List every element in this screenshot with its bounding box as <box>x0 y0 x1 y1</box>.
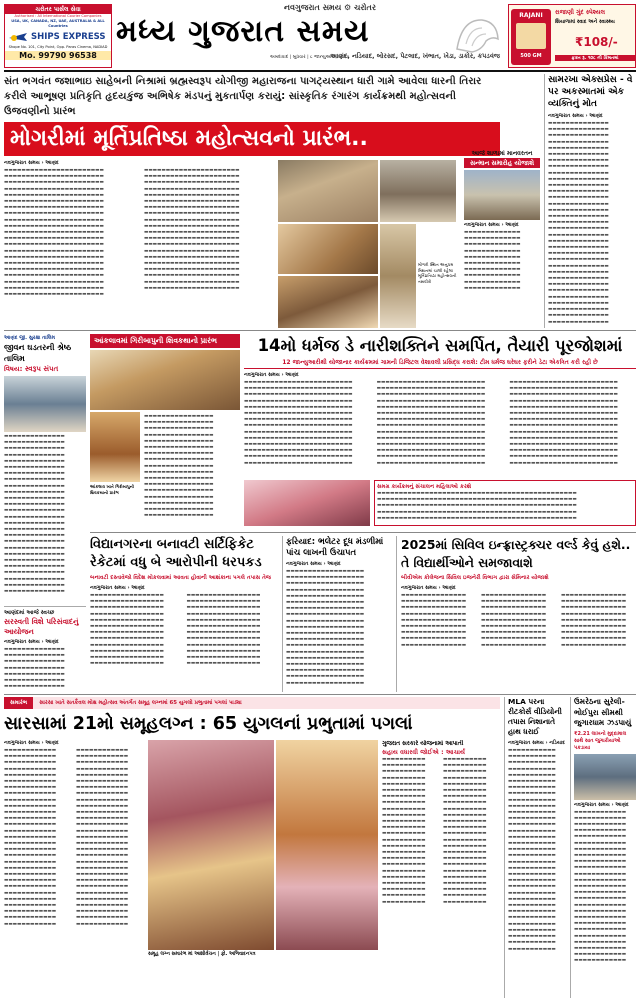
dharmaj-story <box>244 334 636 530</box>
right-ad-footer: ફક્ત રૂ. ૧૦૮ ની કિંમતમાં <box>555 55 635 61</box>
mla-byline: નવગુજરાત સમય › નડિયાદ <box>508 740 566 746</box>
girls-header: આણંદ જી. સુરક્ષા તાલિમ <box>4 335 56 341</box>
bhaletar-byline: નવગુજરાત સમય › આણંદ <box>286 561 341 567</box>
sarsa-sidebar <box>382 740 500 998</box>
sanman-title: સન્માન સમારોહ યોજાશે <box>464 158 540 168</box>
sarsa-side-head: ગુજરાત સરકારે યોજનામાં આપાતી <box>382 741 464 747</box>
lead-photo-idol <box>380 224 416 328</box>
left-ad <box>4 4 112 68</box>
sanman-body: ▬▬▬▬▬▬▬▬▬▬▬▬▬ ▬▬▬▬▬▬▬▬▬▬▬▬▬ ▬▬▬▬▬▬▬▬▬▬▬▬▬ ▬▬▬▬▬▬▬▬▬▬▬▬▬ ▬▬▬▬▬▬▬▬▬▬▬▬▬ ▬▬▬▬▬▬▬▬▬▬▬▬▬ ▬▬▬▬▬▬▬▬▬▬▬▬▬ ▬▬▬▬▬▬▬▬▬▬▬▬▬ ▬▬▬▬▬▬▬▬▬▬▬▬▬ ▬▬▬▬▬▬▬▬▬▬▬▬▬ <box>464 230 521 291</box>
sarsa-photo-couples <box>276 740 378 950</box>
lead-byline: નવગુજરાત સમય › આણંદ <box>4 160 59 166</box>
ankolav-body: ▬▬▬▬▬▬▬▬▬▬▬▬▬▬▬▬ ▬▬▬▬▬▬▬▬▬▬▬▬▬▬▬▬ ▬▬▬▬▬▬▬▬▬▬▬▬▬▬▬▬ ▬▬▬▬▬▬▬▬▬▬▬▬▬▬▬▬ ▬▬▬▬▬▬▬▬▬▬▬▬▬▬▬▬ ▬▬▬▬▬▬▬▬▬▬▬▬▬▬▬▬ ▬▬▬▬▬▬▬▬▬▬▬▬▬▬▬▬ ▬▬▬▬▬▬▬▬▬▬▬▬▬▬▬▬ ▬▬▬▬▬▬▬▬▬▬▬▬▬▬▬▬ ▬▬▬▬▬▬▬▬▬▬▬▬▬▬▬▬ ▬▬▬▬▬▬▬▬▬▬▬▬▬▬▬▬ ▬▬▬▬▬▬▬▬▬▬▬▬▬▬▬▬ ▬▬▬▬▬▬▬▬▬▬▬▬▬▬▬▬ ▬▬▬▬▬▬▬▬▬▬▬▬▬▬▬▬ ▬▬▬▬▬▬▬▬▬▬▬▬▬▬▬▬ ▬▬▬▬▬▬▬▬▬▬▬▬▬▬▬▬ ▬▬▬▬▬▬▬▬▬▬▬▬▬▬▬▬ <box>144 414 214 519</box>
right-ad-price: ₹108/- <box>575 35 618 49</box>
sarsa-ribbon-text: સારસા ખાતે સતકૈવલ મોક્ષ મહોત્સવ અંતર્ગત સમૂહ લગ્નમાં 65 યુગલો પ્રભુતામાં પગલાં પાડ્યા <box>39 699 242 706</box>
right-ad-line1: રાજાણી ગુંદ સ્પેશ્યલ <box>555 9 606 16</box>
sanman-byline: નવગુજરાત સમય › આણંદ <box>464 222 519 228</box>
masthead-rule <box>4 70 636 72</box>
asmita-story <box>4 606 86 692</box>
lead-photo-crowd <box>380 160 456 222</box>
accident-body: ▬▬▬▬▬▬▬▬▬▬▬▬▬▬ ▬▬▬▬▬▬▬▬▬▬▬▬▬▬ ▬▬▬▬▬▬▬▬▬▬▬▬▬▬ ▬▬▬▬▬▬▬▬▬▬▬▬▬▬ ▬▬▬▬▬▬▬▬▬▬▬▬▬▬ ▬▬▬▬▬▬▬▬▬▬▬▬▬▬ ▬▬▬▬▬▬▬▬▬▬▬▬▬▬ ▬▬▬▬▬▬▬▬▬▬▬▬▬▬ ▬▬▬▬▬▬▬▬▬▬▬▬▬▬ ▬▬▬▬▬▬▬▬▬▬▬▬▬▬ ▬▬▬▬▬▬▬▬▬▬▬▬▬▬ ▬▬▬▬▬▬▬▬▬▬▬▬▬▬ ▬▬▬▬▬▬▬▬▬▬▬▬▬▬ ▬▬▬▬▬▬▬▬▬▬▬▬▬▬ ▬▬▬▬▬▬▬▬▬▬▬▬▬▬ ▬▬▬▬▬▬▬▬▬▬▬▬▬▬ ▬▬▬▬▬▬▬▬▬▬▬▬▬▬ ▬▬▬▬▬▬▬▬▬▬▬▬▬▬ ▬▬▬▬▬▬▬▬▬▬▬▬▬▬ ▬▬▬▬▬▬▬▬▬▬▬▬▬▬ ▬▬▬▬▬▬▬▬▬▬▬▬▬▬ ▬▬▬▬▬▬▬▬▬▬▬▬▬▬ ▬▬▬▬▬▬▬▬▬▬▬▬▬▬ ▬▬▬▬▬▬▬▬▬▬▬▬▬▬ ▬▬▬▬▬▬▬▬▬▬▬▬▬▬ ▬▬▬▬▬▬▬▬▬▬▬▬▬▬ ▬▬▬▬▬▬▬▬▬▬▬▬▬▬ ▬▬▬▬▬▬▬▬▬▬▬▬▬▬ ▬▬▬▬▬▬▬▬▬▬▬▬▬▬ ▬▬▬▬▬▬▬▬▬▬▬▬▬▬ ▬▬▬▬▬▬▬▬▬▬▬▬▬▬ ▬▬▬▬▬▬▬▬▬▬▬▬▬▬ ▬▬▬▬▬▬▬▬▬▬▬▬▬▬ <box>548 121 609 325</box>
rule-3 <box>4 694 636 695</box>
girls-body: ▬▬▬▬▬▬▬▬▬▬▬▬▬▬ ▬▬▬▬▬▬▬▬▬▬▬▬▬▬ ▬▬▬▬▬▬▬▬▬▬▬▬▬▬ ▬▬▬▬▬▬▬▬▬▬▬▬▬▬ ▬▬▬▬▬▬▬▬▬▬▬▬▬▬ ▬▬▬▬▬▬▬▬▬▬▬▬▬▬ ▬▬▬▬▬▬▬▬▬▬▬▬▬▬ ▬▬▬▬▬▬▬▬▬▬▬▬▬▬ ▬▬▬▬▬▬▬▬▬▬▬▬▬▬ ▬▬▬▬▬▬▬▬▬▬▬▬▬▬ ▬▬▬▬▬▬▬▬▬▬▬▬▬▬ ▬▬▬▬▬▬▬▬▬▬▬▬▬▬ ▬▬▬▬▬▬▬▬▬▬▬▬▬▬ ▬▬▬▬▬▬▬▬▬▬▬▬▬▬ ▬▬▬▬▬▬▬▬▬▬▬▬▬▬ ▬▬▬▬▬▬▬▬▬▬▬▬▬▬ ▬▬▬▬▬▬▬▬▬▬▬▬▬▬ ▬▬▬▬▬▬▬▬▬▬▬▬▬▬ ▬▬▬▬▬▬▬▬▬▬▬▬▬▬ ▬▬▬▬▬▬▬▬▬▬▬▬▬▬ ▬▬▬▬▬▬▬▬▬▬▬▬▬▬ ▬▬▬▬▬▬▬▬▬▬▬▬▬▬ ▬▬▬▬▬▬▬▬▬▬▬▬▬▬ ▬▬▬▬▬▬▬▬▬▬▬▬▬▬ ▬▬▬▬▬▬▬▬▬▬▬▬▬▬ ▬▬▬▬▬▬▬▬▬▬▬▬▬▬ <box>4 434 65 595</box>
bhaletar-body: ▬▬▬▬▬▬▬▬▬▬▬▬▬▬▬▬▬▬ ▬▬▬▬▬▬▬▬▬▬▬▬▬▬▬▬▬▬ ▬▬▬▬▬▬▬▬▬▬▬▬▬▬▬▬▬▬ ▬▬▬▬▬▬▬▬▬▬▬▬▬▬▬▬▬▬ ▬▬▬▬▬▬▬▬▬▬▬▬▬▬▬▬▬▬ ▬▬▬▬▬▬▬▬▬▬▬▬▬▬▬▬▬▬ ▬▬▬▬▬▬▬▬▬▬▬▬▬▬▬▬▬▬ ▬▬▬▬▬▬▬▬▬▬▬▬▬▬▬▬▬▬ ▬▬▬▬▬▬▬▬▬▬▬▬▬▬▬▬▬▬ ▬▬▬▬▬▬▬▬▬▬▬▬▬▬▬▬▬▬ ▬▬▬▬▬▬▬▬▬▬▬▬▬▬▬▬▬▬ ▬▬▬▬▬▬▬▬▬▬▬▬▬▬▬▬▬▬ ▬▬▬▬▬▬▬▬▬▬▬▬▬▬▬▬▬▬ ▬▬▬▬▬▬▬▬▬▬▬▬▬▬▬▬▬▬ ▬▬▬▬▬▬▬▬▬▬▬▬▬▬▬▬▬▬ ▬▬▬▬▬▬▬▬▬▬▬▬▬▬▬▬▬▬ ▬▬▬▬▬▬▬▬▬▬▬▬▬▬▬▬▬▬ ▬▬▬▬▬▬▬▬▬▬▬▬▬▬▬▬▬▬ ▬▬▬▬▬▬▬▬▬▬▬▬▬▬▬▬▬▬ <box>286 569 365 686</box>
left-ad-sub: Authorised : All International Courier Companies <box>14 14 102 18</box>
vvnagar-story <box>90 536 278 692</box>
dharmaj-box-body: ▬▬▬▬▬▬▬▬▬▬▬▬▬▬▬▬▬▬▬▬▬▬▬▬▬▬▬▬▬▬▬▬▬▬▬▬▬▬▬▬▬▬▬▬▬▬ ▬▬▬▬▬▬▬▬▬▬▬▬▬▬▬▬▬▬▬▬▬▬▬▬▬▬▬▬▬▬▬▬▬▬▬▬▬▬▬▬▬▬▬▬▬▬ ▬▬▬▬▬▬▬▬▬▬▬▬▬▬▬▬▬▬▬▬▬▬▬▬▬▬▬▬▬▬▬▬▬▬▬▬▬▬▬▬▬▬▬▬▬▬ ▬▬▬▬▬▬▬▬▬▬▬▬▬▬▬▬▬▬▬▬▬▬▬▬▬▬▬▬▬▬▬▬▬▬▬▬▬▬▬▬▬▬▬▬▬▬ ▬▬▬▬▬▬▬▬▬▬▬▬▬▬▬▬▬▬▬▬▬▬▬▬▬▬▬▬▬▬▬▬▬▬▬▬▬▬▬▬▬▬▬▬▬▬ <box>377 491 577 521</box>
accident-headline: સામરખા એક્સપ્રેસ - વે પર અકસ્માતમાં એક વ્યક્તિનું મોત <box>548 75 633 109</box>
right-ad-brand: RAJANI <box>519 12 543 19</box>
dharmaj-box <box>374 480 636 526</box>
lead-photo-caption: મોગરી સ્થિત અનુપમ મિશનમાં ચાલી રહેલા મૂર્તિપ્રતિષ્ઠા મહોત્સવની તસવીરો <box>418 262 457 284</box>
dharmaj-subhead: 12 જાન્યુઆરીથી યોજાનાર કાર્યક્રમમાં ગામની ડિજિટલ વેશાવલી પ્રસિદ્ધ કરાશે: ટીમ ધર્મજ ઘરેઘર ફરીને ડેટા એકત્રિત કરી રહી છે <box>244 358 636 369</box>
lion-logo-icon <box>452 14 502 54</box>
vvnagar-body: ▬▬▬▬▬▬▬▬▬▬▬▬▬▬▬▬▬ ▬▬▬▬▬▬▬▬▬▬▬▬▬▬▬▬▬ ▬▬▬▬▬▬▬▬▬▬▬▬▬▬▬▬▬ ▬▬▬▬▬▬▬▬▬▬▬▬▬▬▬▬▬ ▬▬▬▬▬▬▬▬▬▬▬▬▬▬▬▬▬ ▬▬▬▬▬▬▬▬▬▬▬▬▬▬▬▬▬ ▬▬▬▬▬▬▬▬▬▬▬▬▬▬▬▬▬ ▬▬▬▬▬▬▬▬▬▬▬▬▬▬▬▬▬ ▬▬▬▬▬▬▬▬▬▬▬▬▬▬▬▬▬ ▬▬▬▬▬▬▬▬▬▬▬▬▬▬▬▬▬ ▬▬▬▬▬▬▬▬▬▬▬▬▬▬▬▬▬ ▬▬▬▬▬▬▬▬▬▬▬▬▬▬▬▬▬ ▬▬▬▬▬▬▬▬▬▬▬▬▬▬▬▬▬ ▬▬▬▬▬▬▬▬▬▬▬▬▬▬▬▬▬ ▬▬▬▬▬▬▬▬▬▬▬▬▬▬▬▬▬ ▬▬▬▬▬▬▬▬▬▬▬▬▬▬▬▬▬ ▬▬▬▬▬▬▬▬▬▬▬▬▬▬▬▬▬ ▬▬▬▬▬▬▬▬▬▬▬▬▬▬▬▬▬ ▬▬▬▬▬▬▬▬▬▬▬▬▬▬▬▬▬ ▬▬▬▬▬▬▬▬▬▬▬▬▬▬▬▬▬ ▬▬▬▬▬▬▬▬▬▬▬▬▬▬▬▬▬ ▬▬▬▬▬▬▬▬▬▬▬▬▬▬▬▬▬ ▬▬▬▬▬▬▬▬▬▬▬▬▬▬▬▬▬ ▬▬▬▬▬▬▬▬▬▬▬▬▬▬▬▬▬ <box>90 593 261 667</box>
dharmaj-box-title: સમગ્ર કાર્યક્રમનું સંચાલન મહિલાઓ કરશે <box>377 484 472 490</box>
umreth-headline: ઉમરેઠના સુરેલી-ભોઈપુરા સીમથી જુગારધામ ઝડપાયું <box>574 697 632 727</box>
asmita-body: ▬▬▬▬▬▬▬▬▬▬▬▬▬▬ ▬▬▬▬▬▬▬▬▬▬▬▬▬▬ ▬▬▬▬▬▬▬▬▬▬▬▬▬▬ ▬▬▬▬▬▬▬▬▬▬▬▬▬▬ ▬▬▬▬▬▬▬▬▬▬▬▬▬▬ ▬▬▬▬▬▬▬▬▬▬▬▬▬▬ ▬▬▬▬▬▬▬▬▬▬▬▬▬▬ <box>4 647 65 690</box>
civil-headline: 2025માં સિવિલ ઇન્ફ્રાસ્ટ્રક્ચર વર્લ્ડ કેવું હશે.. તે વિદ્યાર્થીઓને સમજાવાશે <box>401 537 631 570</box>
bhaletar-headline: ફરિયાદ: ભલેટર દૂધ મંડળીમાં પાંચ લાખની ઉચાપત <box>286 536 384 557</box>
lead-body-1: ▬▬▬▬▬▬▬▬▬▬▬▬▬▬▬▬▬▬▬▬▬▬▬ ▬▬▬▬▬▬▬▬▬▬▬▬▬▬▬▬▬▬▬▬▬▬▬ ▬▬▬▬▬▬▬▬▬▬▬▬▬▬▬▬▬▬▬▬▬▬▬ ▬▬▬▬▬▬▬▬▬▬▬▬▬▬▬▬▬▬▬▬▬▬▬ ▬▬▬▬▬▬▬▬▬▬▬▬▬▬▬▬▬▬▬▬▬▬▬ ▬▬▬▬▬▬▬▬▬▬▬▬▬▬▬▬▬▬▬▬▬▬▬ ▬▬▬▬▬▬▬▬▬▬▬▬▬▬▬▬▬▬▬▬▬▬▬ ▬▬▬▬▬▬▬▬▬▬▬▬▬▬▬▬▬▬▬▬▬▬▬ ▬▬▬▬▬▬▬▬▬▬▬▬▬▬▬▬▬▬▬▬▬▬▬ ▬▬▬▬▬▬▬▬▬▬▬▬▬▬▬▬▬▬▬▬▬▬▬ ▬▬▬▬▬▬▬▬▬▬▬▬▬▬▬▬▬▬▬▬▬▬▬ ▬▬▬▬▬▬▬▬▬▬▬▬▬▬▬▬▬▬▬▬▬▬▬ ▬▬▬▬▬▬▬▬▬▬▬▬▬▬▬▬▬▬▬▬▬▬▬ ▬▬▬▬▬▬▬▬▬▬▬▬▬▬▬▬▬▬▬▬▬▬▬ ▬▬▬▬▬▬▬▬▬▬▬▬▬▬▬▬▬▬▬▬▬▬▬ ▬▬▬▬▬▬▬▬▬▬▬▬▬▬▬▬▬▬▬▬▬▬▬ ▬▬▬▬▬▬▬▬▬▬▬▬▬▬▬▬▬▬▬▬▬▬▬ ▬▬▬▬▬▬▬▬▬▬▬▬▬▬▬▬▬▬▬▬▬▬▬ ▬▬▬▬▬▬▬▬▬▬▬▬▬▬▬▬▬▬▬▬▬▬▬ ▬▬▬▬▬▬▬▬▬▬▬▬▬▬▬▬▬▬▬▬▬▬▬ ▬▬▬▬▬▬▬▬▬▬▬▬▬▬▬▬▬▬▬▬▬▬▬ <box>4 168 104 298</box>
rule-2 <box>90 532 636 533</box>
sarsa-headline: સારસામાં 21મો સમૂહલગ્ન : 65 યુગલનાં પ્રભુતામાં પગલાં <box>4 714 413 734</box>
lead-body-2: ▬▬▬▬▬▬▬▬▬▬▬▬▬▬▬▬▬▬▬▬▬▬ ▬▬▬▬▬▬▬▬▬▬▬▬▬▬▬▬▬▬▬▬▬▬ ▬▬▬▬▬▬▬▬▬▬▬▬▬▬▬▬▬▬▬▬▬▬ ▬▬▬▬▬▬▬▬▬▬▬▬▬▬▬▬▬▬▬▬▬▬ ▬▬▬▬▬▬▬▬▬▬▬▬▬▬▬▬▬▬▬▬▬▬ ▬▬▬▬▬▬▬▬▬▬▬▬▬▬▬▬▬▬▬▬▬▬ ▬▬▬▬▬▬▬▬▬▬▬▬▬▬▬▬▬▬▬▬▬▬ ▬▬▬▬▬▬▬▬▬▬▬▬▬▬▬▬▬▬▬▬▬▬ ▬▬▬▬▬▬▬▬▬▬▬▬▬▬▬▬▬▬▬▬▬▬ ▬▬▬▬▬▬▬▬▬▬▬▬▬▬▬▬▬▬▬▬▬▬ ▬▬▬▬▬▬▬▬▬▬▬▬▬▬▬▬▬▬▬▬▬▬ ▬▬▬▬▬▬▬▬▬▬▬▬▬▬▬▬▬▬▬▬▬▬ ▬▬▬▬▬▬▬▬▬▬▬▬▬▬▬▬▬▬▬▬▬▬ ▬▬▬▬▬▬▬▬▬▬▬▬▬▬▬▬▬▬▬▬▬▬ ▬▬▬▬▬▬▬▬▬▬▬▬▬▬▬▬▬▬▬▬▬▬ ▬▬▬▬▬▬▬▬▬▬▬▬▬▬▬▬▬▬▬▬▬▬ ▬▬▬▬▬▬▬▬▬▬▬▬▬▬▬▬▬▬▬▬▬▬ ▬▬▬▬▬▬▬▬▬▬▬▬▬▬▬▬▬▬▬▬▬▬ ▬▬▬▬▬▬▬▬▬▬▬▬▬▬▬▬▬▬▬▬▬▬ ▬▬▬▬▬▬▬▬▬▬▬▬▬▬▬▬▬▬▬▬▬▬ <box>144 168 240 291</box>
right-ad-weight: 500 GM <box>520 53 542 59</box>
sarsa-byline: નવગુજરાત સમય › આણંદ <box>4 740 59 746</box>
lead-photo-stage <box>278 224 378 274</box>
sanman-kicker: આજે શાળામાં માનવરતન <box>471 150 533 157</box>
lead-column-2 <box>144 168 272 328</box>
right-ad <box>508 4 636 68</box>
asmita-title: સરસ્વતી વિશે પરિસંવાદનું આયોજન <box>4 617 79 636</box>
ankolav-caption: આંકલાવ ખાતે ગિરીબાપુની શિવકથાનો પ્રારંભ <box>90 484 135 495</box>
vvnagar-byline: નવગુજરાત સમય › આણંદ <box>90 585 145 591</box>
vvnagar-subhead: બનાવટી દસ્તાવેજો વિદેશ મોકલવામાં આવતા હોવાની આશંકાના પગલે તપાસ તેજ <box>90 575 272 581</box>
dharmaj-headline: 14મો ધર્મજ ડે નારીશક્તિને સમર્પિત, તૈયારી પૂરજોશમાં <box>257 336 623 355</box>
left-ad-address: Shope No. 101, City Point, Opp. Paras Cinema, NADIAD <box>8 45 108 49</box>
lead-column-1 <box>4 160 140 328</box>
accident-byline: નવગુજરાત સમય › આણંદ <box>548 113 603 119</box>
ankolav-headline: આંકલાવમાં ગિરીબાપુની શિવકથાનો પ્રારંભ <box>90 334 240 348</box>
bhaletar-story <box>282 536 392 692</box>
asmita-kicker: આણંદમાં આજે સ્વચ્છ <box>4 610 55 616</box>
umreth-photo <box>574 754 636 800</box>
lead-photo-dance <box>278 276 378 328</box>
civil-byline: નવગુજરાત સમય › આણંદ <box>401 585 456 591</box>
sarsa-ribbon-label: સમારંભ <box>4 697 33 709</box>
lead-photo-main <box>278 160 378 222</box>
mla-body: ▬▬▬▬▬▬▬▬▬▬▬ ▬▬▬▬▬▬▬▬▬▬▬ ▬▬▬▬▬▬▬▬▬▬▬ ▬▬▬▬▬▬▬▬▬▬▬ ▬▬▬▬▬▬▬▬▬▬▬ ▬▬▬▬▬▬▬▬▬▬▬ ▬▬▬▬▬▬▬▬▬▬▬ ▬▬▬▬▬▬▬▬▬▬▬ ▬▬▬▬▬▬▬▬▬▬▬ ▬▬▬▬▬▬▬▬▬▬▬ ▬▬▬▬▬▬▬▬▬▬▬ ▬▬▬▬▬▬▬▬▬▬▬ ▬▬▬▬▬▬▬▬▬▬▬ ▬▬▬▬▬▬▬▬▬▬▬ ▬▬▬▬▬▬▬▬▬▬▬ ▬▬▬▬▬▬▬▬▬▬▬ ▬▬▬▬▬▬▬▬▬▬▬ ▬▬▬▬▬▬▬▬▬▬▬ ▬▬▬▬▬▬▬▬▬▬▬ ▬▬▬▬▬▬▬▬▬▬▬ ▬▬▬▬▬▬▬▬▬▬▬ ▬▬▬▬▬▬▬▬▬▬▬ ▬▬▬▬▬▬▬▬▬▬▬ ▬▬▬▬▬▬▬▬▬▬▬ ▬▬▬▬▬▬▬▬▬▬▬ ▬▬▬▬▬▬▬▬▬▬▬ ▬▬▬▬▬▬▬▬▬▬▬ ▬▬▬▬▬▬▬▬▬▬▬ ▬▬▬▬▬▬▬▬▬▬▬ ▬▬▬▬▬▬▬▬▬▬▬ ▬▬▬▬▬▬▬▬▬▬▬ ▬▬▬▬▬▬▬▬▬▬▬ ▬▬▬▬▬▬▬▬▬▬▬ <box>508 748 556 952</box>
lead-headline <box>4 122 500 156</box>
girls-sub: વિષય: સ્વરૂપ સંપત <box>4 365 59 373</box>
sarsa-photo-caption: સમૂહ લગ્ન સમારંભ માં આશીર્વચન | ફો. અભિવાદનપત્ર <box>148 952 256 957</box>
right-ad-line2: શિયાળામાં સ્વાદ અને સ્વાસ્થ્ય <box>555 19 615 25</box>
sarsa-side-sub: સહાય વધારવી જોઈએ : આચાર્ય <box>382 749 466 756</box>
civil-body: ▬▬▬▬▬▬▬▬▬▬▬▬▬▬▬ ▬▬▬▬▬▬▬▬▬▬▬▬▬▬▬ ▬▬▬▬▬▬▬▬▬▬▬▬▬▬▬ ▬▬▬▬▬▬▬▬▬▬▬▬▬▬▬ ▬▬▬▬▬▬▬▬▬▬▬▬▬▬▬ ▬▬▬▬▬▬▬▬▬▬▬▬▬▬▬ ▬▬▬▬▬▬▬▬▬▬▬▬▬▬▬ ▬▬▬▬▬▬▬▬▬▬▬▬▬▬▬ ▬▬▬▬▬▬▬▬▬▬▬▬▬▬▬ ▬▬▬▬▬▬▬▬▬▬▬▬▬▬▬ ▬▬▬▬▬▬▬▬▬▬▬▬▬▬▬ ▬▬▬▬▬▬▬▬▬▬▬▬▬▬▬ ▬▬▬▬▬▬▬▬▬▬▬▬▬▬▬ ▬▬▬▬▬▬▬▬▬▬▬▬▬▬▬ ▬▬▬▬▬▬▬▬▬▬▬▬▬▬▬ ▬▬▬▬▬▬▬▬▬▬▬▬▬▬▬ ▬▬▬▬▬▬▬▬▬▬▬▬▬▬▬ ▬▬▬▬▬▬▬▬▬▬▬▬▬▬▬ ▬▬▬▬▬▬▬▬▬▬▬▬▬▬▬ ▬▬▬▬▬▬▬▬▬▬▬▬▬▬▬ ▬▬▬▬▬▬▬▬▬▬▬▬▬▬▬ ▬▬▬▬▬▬▬▬▬▬▬▬▬▬▬ ▬▬▬▬▬▬▬▬▬▬▬▬▬▬▬ ▬▬▬▬▬▬▬▬▬▬▬▬▬▬▬ ▬▬▬▬▬▬▬▬▬▬▬▬▬▬▬ ▬▬▬▬▬▬▬▬▬▬▬▬▬▬▬ ▬▬▬▬▬▬▬▬▬▬▬▬▬▬▬ <box>401 593 627 648</box>
umreth-body: ▬▬▬▬▬▬▬▬▬▬▬▬ ▬▬▬▬▬▬▬▬▬▬▬▬ ▬▬▬▬▬▬▬▬▬▬▬▬ ▬▬▬▬▬▬▬▬▬▬▬▬ ▬▬▬▬▬▬▬▬▬▬▬▬ ▬▬▬▬▬▬▬▬▬▬▬▬ ▬▬▬▬▬▬▬▬▬▬▬▬ ▬▬▬▬▬▬▬▬▬▬▬▬ ▬▬▬▬▬▬▬▬▬▬▬▬ ▬▬▬▬▬▬▬▬▬▬▬▬ ▬▬▬▬▬▬▬▬▬▬▬▬ ▬▬▬▬▬▬▬▬▬▬▬▬ ▬▬▬▬▬▬▬▬▬▬▬▬ ▬▬▬▬▬▬▬▬▬▬▬▬ ▬▬▬▬▬▬▬▬▬▬▬▬ ▬▬▬▬▬▬▬▬▬▬▬▬ ▬▬▬▬▬▬▬▬▬▬▬▬ ▬▬▬▬▬▬▬▬▬▬▬▬ ▬▬▬▬▬▬▬▬▬▬▬▬ ▬▬▬▬▬▬▬▬▬▬▬▬ ▬▬▬▬▬▬▬▬▬▬▬▬ ▬▬▬▬▬▬▬▬▬▬▬▬ ▬▬▬▬▬▬▬▬▬▬▬▬ ▬▬▬▬▬▬▬▬▬▬▬▬ ▬▬▬▬▬▬▬▬▬▬▬▬ <box>574 809 627 964</box>
lead-headline-text: મોગરીમાં મૂર્તિપ્રતિષ્ઠા મહોત્સવનો પ્રારંભ.. <box>10 126 368 151</box>
masthead-title: મધ્ય ગુજરાત સમય <box>116 14 370 49</box>
sarsa-side-body: ▬▬▬▬▬▬▬▬▬▬ ▬▬▬▬▬▬▬▬▬▬ ▬▬▬▬▬▬▬▬▬▬ ▬▬▬▬▬▬▬▬▬▬ ▬▬▬▬▬▬▬▬▬▬ ▬▬▬▬▬▬▬▬▬▬ ▬▬▬▬▬▬▬▬▬▬ ▬▬▬▬▬▬▬▬▬▬ ▬▬▬▬▬▬▬▬▬▬ ▬▬▬▬▬▬▬▬▬▬ ▬▬▬▬▬▬▬▬▬▬ ▬▬▬▬▬▬▬▬▬▬ ▬▬▬▬▬▬▬▬▬▬ ▬▬▬▬▬▬▬▬▬▬ ▬▬▬▬▬▬▬▬▬▬ ▬▬▬▬▬▬▬▬▬▬ ▬▬▬▬▬▬▬▬▬▬ ▬▬▬▬▬▬▬▬▬▬ ▬▬▬▬▬▬▬▬▬▬ ▬▬▬▬▬▬▬▬▬▬ ▬▬▬▬▬▬▬▬▬▬ ▬▬▬▬▬▬▬▬▬▬ ▬▬▬▬▬▬▬▬▬▬ ▬▬▬▬▬▬▬▬▬▬ ▬▬▬▬▬▬▬▬▬▬ ▬▬▬▬▬▬▬▬▬▬ ▬▬▬▬▬▬▬▬▬▬ ▬▬▬▬▬▬▬▬▬▬ ▬▬▬▬▬▬▬▬▬▬ ▬▬▬▬▬▬▬▬▬▬ ▬▬▬▬▬▬▬▬▬▬ ▬▬▬▬▬▬▬▬▬▬ ▬▬▬▬▬▬▬▬▬▬ ▬▬▬▬▬▬▬▬▬▬ ▬▬▬▬▬▬▬▬▬▬ ▬▬▬▬▬▬▬▬▬▬ ▬▬▬▬▬▬▬▬▬▬ ▬▬▬▬▬▬▬▬▬▬ ▬▬▬▬▬▬▬▬▬▬ ▬▬▬▬▬▬▬▬▬▬ ▬▬▬▬▬▬▬▬▬▬ ▬▬▬▬▬▬▬▬▬▬ ▬▬▬▬▬▬▬▬▬▬ ▬▬▬▬▬▬▬▬▬▬ ▬▬▬▬▬▬▬▬▬▬ ▬▬▬▬▬▬▬▬▬▬ ▬▬▬▬▬▬▬▬▬▬ ▬▬▬▬▬▬▬▬▬▬ <box>382 757 487 905</box>
sarsa-ribbon <box>4 697 500 709</box>
left-ad-brand: SHIPS EXPRESS <box>31 32 106 42</box>
mla-headline: MLA પરના રીટકોર્સ વીડિયોની તપાસ નિશાનાતે હાથ ધરાઈ <box>508 697 562 736</box>
umreth-story <box>570 697 636 998</box>
left-ad-phone: Mo. 99790 96538 <box>5 51 111 60</box>
mla-story <box>504 697 566 998</box>
left-ad-header: ચરોતર પાર્સલ સેવા <box>5 5 111 14</box>
left-ad-countries: USA, UK, CANADA, NZ, UAE, AUSTRALIA & ALL Countries <box>11 19 105 28</box>
sanman-photo <box>464 170 540 220</box>
girls-headline: જીવન ઘડતરની શ્રેષ્ઠ તાલિમ <box>4 343 72 363</box>
ankolav-story <box>90 334 240 530</box>
umreth-byline: નવગુજરાત સમય › આણંદ <box>574 801 629 808</box>
dharmaj-photo <box>244 480 370 526</box>
vvnagar-headline: વિદ્યાનગરના બનાવટી સર્ટિફિકેટ રેકેટમાં વધુ બે આરોપીની ધરપકડ <box>90 537 262 570</box>
girls-training-box <box>4 334 86 602</box>
masthead-tagline: નવગુજરાત સમય ⚙ ચરોતર <box>284 3 376 12</box>
accident-story <box>544 74 636 328</box>
civil-story <box>396 536 636 692</box>
asmita-byline: નવગુજરાત સમય › આણંદ <box>4 639 59 645</box>
dharmaj-byline: નવગુજરાત સમય › આણંદ <box>244 372 299 378</box>
masthead-cities: આણંદ, નડિયાદ, બોરસદ, પેટલાદ, ખંભાત, ખેડા, ડાકોર, કપડવંજ <box>330 52 500 60</box>
lead-kicker: સંત ભગવંત જશાભાઇ સાહેબની નિશ્રામાં બ્રહ્મસ્વરૂપ યોગીજી મહારાજના પાગટ્યસ્થાન ધારી ગામે આવેલા ધારની તિરાર કરીલે આભૂષણ પ્રતિકૃતિ હૃદયકુંજ અભિષેક મંડપનું મુકતાર્પણ કરાયું: સાંસ્કૃતિક રંગારંગ કાર્યક્રમથી મહોત્સવની ઉજવણીનો પ્રારંભ <box>4 76 482 117</box>
rule-1 <box>4 330 636 331</box>
sarsa-body: ▬▬▬▬▬▬▬▬▬▬▬▬ ▬▬▬▬▬▬▬▬▬▬▬▬ ▬▬▬▬▬▬▬▬▬▬▬▬ ▬▬▬▬▬▬▬▬▬▬▬▬ ▬▬▬▬▬▬▬▬▬▬▬▬ ▬▬▬▬▬▬▬▬▬▬▬▬ ▬▬▬▬▬▬▬▬▬▬▬▬ ▬▬▬▬▬▬▬▬▬▬▬▬ ▬▬▬▬▬▬▬▬▬▬▬▬ ▬▬▬▬▬▬▬▬▬▬▬▬ ▬▬▬▬▬▬▬▬▬▬▬▬ ▬▬▬▬▬▬▬▬▬▬▬▬ ▬▬▬▬▬▬▬▬▬▬▬▬ ▬▬▬▬▬▬▬▬▬▬▬▬ ▬▬▬▬▬▬▬▬▬▬▬▬ ▬▬▬▬▬▬▬▬▬▬▬▬ ▬▬▬▬▬▬▬▬▬▬▬▬ ▬▬▬▬▬▬▬▬▬▬▬▬ ▬▬▬▬▬▬▬▬▬▬▬▬ ▬▬▬▬▬▬▬▬▬▬▬▬ ▬▬▬▬▬▬▬▬▬▬▬▬ ▬▬▬▬▬▬▬▬▬▬▬▬ ▬▬▬▬▬▬▬▬▬▬▬▬ ▬▬▬▬▬▬▬▬▬▬▬▬ ▬▬▬▬▬▬▬▬▬▬▬▬ ▬▬▬▬▬▬▬▬▬▬▬▬ ▬▬▬▬▬▬▬▬▬▬▬▬ ▬▬▬▬▬▬▬▬▬▬▬▬ ▬▬▬▬▬▬▬▬▬▬▬▬ ▬▬▬▬▬▬▬▬▬▬▬▬ ▬▬▬▬▬▬▬▬▬▬▬▬ ▬▬▬▬▬▬▬▬▬▬▬▬ ▬▬▬▬▬▬▬▬▬▬▬▬ ▬▬▬▬▬▬▬▬▬▬▬▬ ▬▬▬▬▬▬▬▬▬▬▬▬ ▬▬▬▬▬▬▬▬▬▬▬▬ ▬▬▬▬▬▬▬▬▬▬▬▬ ▬▬▬▬▬▬▬▬▬▬▬▬ ▬▬▬▬▬▬▬▬▬▬▬▬ ▬▬▬▬▬▬▬▬▬▬▬▬ ▬▬▬▬▬▬▬▬▬▬▬▬ ▬▬▬▬▬▬▬▬▬▬▬▬ ▬▬▬▬▬▬▬▬▬▬▬▬ ▬▬▬▬▬▬▬▬▬▬▬▬ ▬▬▬▬▬▬▬▬▬▬▬▬ ▬▬▬▬▬▬▬▬▬▬▬▬ ▬▬▬▬▬▬▬▬▬▬▬▬ ▬▬▬▬▬▬▬▬▬▬▬▬ ▬▬▬▬▬▬▬▬▬▬▬▬ ▬▬▬▬▬▬▬▬▬▬▬▬ ▬▬▬▬▬▬▬▬▬▬▬▬ ▬▬▬▬▬▬▬▬▬▬▬▬ ▬▬▬▬▬▬▬▬▬▬▬▬ ▬▬▬▬▬▬▬▬▬▬▬▬ ▬▬▬▬▬▬▬▬▬▬▬▬ ▬▬▬▬▬▬▬▬▬▬▬▬ ▬▬▬▬▬▬▬▬▬▬▬▬ ▬▬▬▬▬▬▬▬▬▬▬▬ <box>4 748 129 927</box>
umreth-subhead: ₹2.21 લાખનો મુદ્દામાલ સાથે સાત જુગારીયાઓ પકડાયા <box>574 730 627 751</box>
sarsa-column <box>4 740 144 998</box>
sanman-box <box>464 150 540 328</box>
dharmaj-body: ▬▬▬▬▬▬▬▬▬▬▬▬▬▬▬▬▬▬▬▬▬▬▬▬▬ ▬▬▬▬▬▬▬▬▬▬▬▬▬▬▬▬▬▬▬▬▬▬▬▬▬ ▬▬▬▬▬▬▬▬▬▬▬▬▬▬▬▬▬▬▬▬▬▬▬▬▬ ▬▬▬▬▬▬▬▬▬▬▬▬▬▬▬▬▬▬▬▬▬▬▬▬▬ ▬▬▬▬▬▬▬▬▬▬▬▬▬▬▬▬▬▬▬▬▬▬▬▬▬ ▬▬▬▬▬▬▬▬▬▬▬▬▬▬▬▬▬▬▬▬▬▬▬▬▬ ▬▬▬▬▬▬▬▬▬▬▬▬▬▬▬▬▬▬▬▬▬▬▬▬▬ ▬▬▬▬▬▬▬▬▬▬▬▬▬▬▬▬▬▬▬▬▬▬▬▬▬ ▬▬▬▬▬▬▬▬▬▬▬▬▬▬▬▬▬▬▬▬▬▬▬▬▬ ▬▬▬▬▬▬▬▬▬▬▬▬▬▬▬▬▬▬▬▬▬▬▬▬▬ ▬▬▬▬▬▬▬▬▬▬▬▬▬▬▬▬▬▬▬▬▬▬▬▬▬ ▬▬▬▬▬▬▬▬▬▬▬▬▬▬▬▬▬▬▬▬▬▬▬▬▬ ▬▬▬▬▬▬▬▬▬▬▬▬▬▬▬▬▬▬▬▬▬▬▬▬▬ ▬▬▬▬▬▬▬▬▬▬▬▬▬▬▬▬▬▬▬▬▬▬▬▬▬ ▬▬▬▬▬▬▬▬▬▬▬▬▬▬▬▬▬▬▬▬▬▬▬▬▬ ▬▬▬▬▬▬▬▬▬▬▬▬▬▬▬▬▬▬▬▬▬▬▬▬▬ ▬▬▬▬▬▬▬▬▬▬▬▬▬▬▬▬▬▬▬▬▬▬▬▬▬ ▬▬▬▬▬▬▬▬▬▬▬▬▬▬▬▬▬▬▬▬▬▬▬▬▬ ▬▬▬▬▬▬▬▬▬▬▬▬▬▬▬▬▬▬▬▬▬▬▬▬▬ ▬▬▬▬▬▬▬▬▬▬▬▬▬▬▬▬▬▬▬▬▬▬▬▬▬ ▬▬▬▬▬▬▬▬▬▬▬▬▬▬▬▬▬▬▬▬▬▬▬▬▬ ▬▬▬▬▬▬▬▬▬▬▬▬▬▬▬▬▬▬▬▬▬▬▬▬▬ ▬▬▬▬▬▬▬▬▬▬▬▬▬▬▬▬▬▬▬▬▬▬▬▬▬ ▬▬▬▬▬▬▬▬▬▬▬▬▬▬▬▬▬▬▬▬▬▬▬▬▬ ▬▬▬▬▬▬▬▬▬▬▬▬▬▬▬▬▬▬▬▬▬▬▬▬▬ ▬▬▬▬▬▬▬▬▬▬▬▬▬▬▬▬▬▬▬▬▬▬▬▬▬ ▬▬▬▬▬▬▬▬▬▬▬▬▬▬▬▬▬▬▬▬▬▬▬▬▬ ▬▬▬▬▬▬▬▬▬▬▬▬▬▬▬▬▬▬▬▬▬▬▬▬▬ ▬▬▬▬▬▬▬▬▬▬▬▬▬▬▬▬▬▬▬▬▬▬▬▬▬ ▬▬▬▬▬▬▬▬▬▬▬▬▬▬▬▬▬▬▬▬▬▬▬▬▬ ▬▬▬▬▬▬▬▬▬▬▬▬▬▬▬▬▬▬▬▬▬▬▬▬▬ ▬▬▬▬▬▬▬▬▬▬▬▬▬▬▬▬▬▬▬▬▬▬▬▬▬ ▬▬▬▬▬▬▬▬▬▬▬▬▬▬▬▬▬▬▬▬▬▬▬▬▬ ▬▬▬▬▬▬▬▬▬▬▬▬▬▬▬▬▬▬▬▬▬▬▬▬▬ ▬▬▬▬▬▬▬▬▬▬▬▬▬▬▬▬▬▬▬▬▬▬▬▬▬ ▬▬▬▬▬▬▬▬▬▬▬▬▬▬▬▬▬▬▬▬▬▬▬▬▬ ▬▬▬▬▬▬▬▬▬▬▬▬▬▬▬▬▬▬▬▬▬▬▬▬▬ ▬▬▬▬▬▬▬▬▬▬▬▬▬▬▬▬▬▬▬▬▬▬▬▬▬ ▬▬▬▬▬▬▬▬▬▬▬▬▬▬▬▬▬▬▬▬▬▬▬▬▬ ▬▬▬▬▬▬▬▬▬▬▬▬▬▬▬▬▬▬▬▬▬▬▬▬▬ ▬▬▬▬▬▬▬▬▬▬▬▬▬▬▬▬▬▬▬▬▬▬▬▬▬ ▬▬▬▬▬▬▬▬▬▬▬▬▬▬▬▬▬▬▬▬▬▬▬▬▬ <box>244 380 618 466</box>
civil-subhead: બીવીએમ કોલેજના સિવિલ ઇજનેરી વિભાગ દ્વારા સેમિનાર યોજાશે <box>401 575 549 581</box>
ankolav-photo-2 <box>90 412 140 482</box>
masthead-edition: અમદાવાદ | બુધવાર | ૮ જાન્યુઆરી, ૨૦૨૫ <box>270 55 350 60</box>
plane-icon <box>8 30 28 44</box>
ankolav-photo-1 <box>90 350 240 410</box>
girls-photo <box>4 376 86 432</box>
sarsa-photo-main <box>148 740 274 950</box>
